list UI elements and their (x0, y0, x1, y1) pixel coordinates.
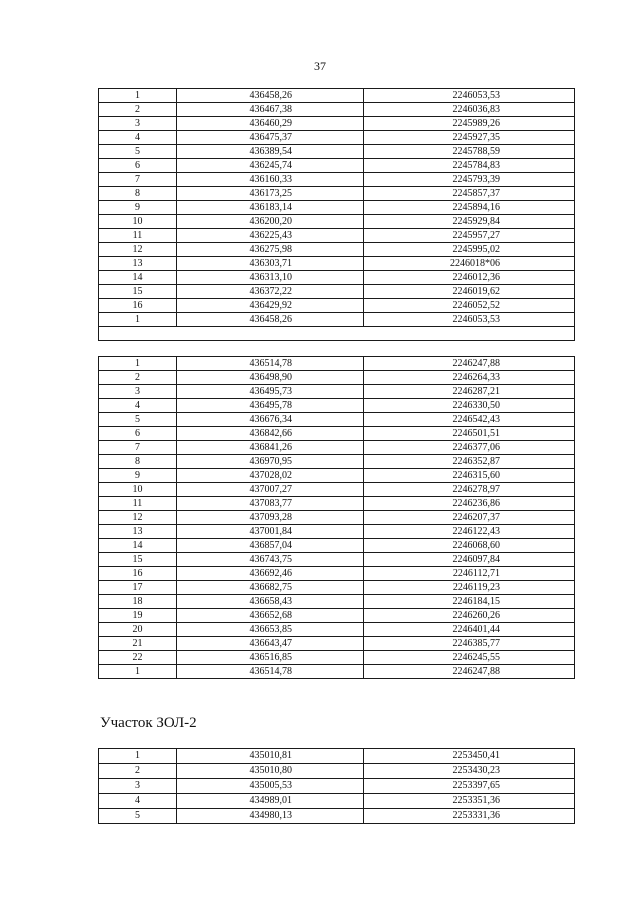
table-row (99, 201, 575, 215)
x-coordinate-cell: 437093,28 (177, 511, 364, 525)
point-number-cell: 1 (99, 89, 177, 103)
section-title: Участок ЗОЛ-2 (100, 715, 197, 731)
table-row (99, 385, 575, 399)
table-row (99, 764, 575, 779)
x-coordinate-cell: 436516,85 (177, 651, 364, 665)
point-number-cell: 22 (99, 651, 177, 665)
x-coordinate-cell: 436842,66 (177, 427, 364, 441)
y-coordinate-cell: 2246053,53 (364, 89, 575, 103)
x-coordinate-cell: 437001,84 (177, 525, 364, 539)
y-coordinate-cell: 2246119,23 (364, 581, 575, 595)
table-row (99, 623, 575, 637)
point-number-cell: 8 (99, 455, 177, 469)
y-coordinate-cell: 2246207,37 (364, 511, 575, 525)
x-coordinate-cell: 436200,20 (177, 215, 364, 229)
table-row (99, 299, 575, 313)
y-coordinate-cell: 2245788,59 (364, 145, 575, 159)
x-coordinate-cell: 436245,74 (177, 159, 364, 173)
point-number-cell: 10 (99, 215, 177, 229)
x-coordinate-cell: 436389,54 (177, 145, 364, 159)
y-coordinate-cell: 2245784,83 (364, 159, 575, 173)
table-row (99, 794, 575, 809)
x-coordinate-cell: 436313,10 (177, 271, 364, 285)
table-row (99, 89, 575, 103)
table-row (99, 117, 575, 131)
x-coordinate-cell: 436652,68 (177, 609, 364, 623)
point-number-cell: 5 (99, 413, 177, 427)
y-coordinate-cell: 2246352,87 (364, 455, 575, 469)
table-row (99, 525, 575, 539)
y-coordinate-cell: 2253351,36 (364, 794, 575, 809)
y-coordinate-cell: 2246245,55 (364, 651, 575, 665)
point-number-cell: 4 (99, 399, 177, 413)
x-coordinate-cell: 437028,02 (177, 469, 364, 483)
x-coordinate-cell: 436372,22 (177, 285, 364, 299)
x-coordinate-cell: 436498,90 (177, 371, 364, 385)
table-row (99, 131, 575, 145)
table-row (99, 595, 575, 609)
table-row (99, 539, 575, 553)
point-number-cell: 17 (99, 581, 177, 595)
point-number-cell: 12 (99, 243, 177, 257)
x-coordinate-cell: 435005,53 (177, 779, 364, 794)
y-coordinate-cell: 2246542,43 (364, 413, 575, 427)
page-number: 37 (314, 59, 326, 73)
table-row (99, 665, 575, 679)
point-number-cell: 19 (99, 609, 177, 623)
table-row (99, 809, 575, 824)
table-row (99, 413, 575, 427)
table-row (99, 553, 575, 567)
point-number-cell: 16 (99, 567, 177, 581)
y-coordinate-cell: 2246278,97 (364, 483, 575, 497)
table-row (99, 749, 575, 764)
x-coordinate-cell: 436467,38 (177, 103, 364, 117)
table-row (99, 357, 575, 371)
y-coordinate-cell: 2246287,21 (364, 385, 575, 399)
point-number-cell: 11 (99, 229, 177, 243)
coordinates-table-2 (98, 356, 575, 679)
y-coordinate-cell: 2246247,88 (364, 357, 575, 371)
y-coordinate-cell: 2253397,65 (364, 779, 575, 794)
y-coordinate-cell: 2246184,15 (364, 595, 575, 609)
x-coordinate-cell: 435010,81 (177, 749, 364, 764)
x-coordinate-cell: 436183,14 (177, 201, 364, 215)
point-number-cell: 16 (99, 299, 177, 313)
table-row (99, 313, 575, 327)
table-row (99, 187, 575, 201)
point-number-cell: 14 (99, 539, 177, 553)
x-coordinate-cell: 436514,78 (177, 357, 364, 371)
point-number-cell: 9 (99, 469, 177, 483)
x-coordinate-cell: 435010,80 (177, 764, 364, 779)
y-coordinate-cell: 2246052,52 (364, 299, 575, 313)
table-row (99, 103, 575, 117)
point-number-cell: 21 (99, 637, 177, 651)
x-coordinate-cell: 436460,29 (177, 117, 364, 131)
y-coordinate-cell: 2246019,62 (364, 285, 575, 299)
point-number-cell: 4 (99, 794, 177, 809)
y-coordinate-cell: 2253430,23 (364, 764, 575, 779)
x-coordinate-cell: 436225,43 (177, 229, 364, 243)
point-number-cell: 5 (99, 809, 177, 824)
point-number-cell: 15 (99, 285, 177, 299)
point-number-cell: 15 (99, 553, 177, 567)
y-coordinate-cell: 2246385,77 (364, 637, 575, 651)
point-number-cell: 8 (99, 187, 177, 201)
table-row (99, 651, 575, 665)
x-coordinate-cell: 437007,27 (177, 483, 364, 497)
separator-row (99, 327, 575, 341)
x-coordinate-cell: 436692,46 (177, 567, 364, 581)
y-coordinate-cell: 2246097,84 (364, 553, 575, 567)
y-coordinate-cell: 2245894,16 (364, 201, 575, 215)
table-row (99, 371, 575, 385)
x-coordinate-cell: 434989,01 (177, 794, 364, 809)
x-coordinate-cell: 436303,71 (177, 257, 364, 271)
point-number-cell: 3 (99, 385, 177, 399)
table-row (99, 271, 575, 285)
table-row (99, 497, 575, 511)
y-coordinate-cell: 2246501,51 (364, 427, 575, 441)
x-coordinate-cell: 436495,78 (177, 399, 364, 413)
y-coordinate-cell: 2246018*06 (364, 257, 575, 271)
x-coordinate-cell: 436643,47 (177, 637, 364, 651)
coordinates-table-1 (98, 88, 575, 341)
point-number-cell: 6 (99, 427, 177, 441)
x-coordinate-cell: 436429,92 (177, 299, 364, 313)
point-number-cell: 1 (99, 665, 177, 679)
x-coordinate-cell: 436160,33 (177, 173, 364, 187)
point-number-cell: 3 (99, 779, 177, 794)
y-coordinate-cell: 2246012,36 (364, 271, 575, 285)
point-number-cell: 7 (99, 441, 177, 455)
point-number-cell: 11 (99, 497, 177, 511)
table-row (99, 257, 575, 271)
point-number-cell: 2 (99, 371, 177, 385)
table-row (99, 243, 575, 257)
x-coordinate-cell: 436458,26 (177, 313, 364, 327)
x-coordinate-cell: 436458,26 (177, 89, 364, 103)
x-coordinate-cell: 436743,75 (177, 553, 364, 567)
table-row (99, 173, 575, 187)
x-coordinate-cell: 436653,85 (177, 623, 364, 637)
point-number-cell: 1 (99, 313, 177, 327)
point-number-cell: 20 (99, 623, 177, 637)
table-row (99, 229, 575, 243)
point-number-cell: 5 (99, 145, 177, 159)
x-coordinate-cell: 436495,73 (177, 385, 364, 399)
table-row (99, 455, 575, 469)
point-number-cell: 2 (99, 103, 177, 117)
y-coordinate-cell: 2253450,41 (364, 749, 575, 764)
x-coordinate-cell: 436676,34 (177, 413, 364, 427)
table-row (99, 285, 575, 299)
point-number-cell: 13 (99, 525, 177, 539)
point-number-cell: 2 (99, 764, 177, 779)
table-row (99, 469, 575, 483)
y-coordinate-cell: 2246236,86 (364, 497, 575, 511)
table-row (99, 145, 575, 159)
table-row (99, 567, 575, 581)
x-coordinate-cell: 436275,98 (177, 243, 364, 257)
y-coordinate-cell: 2246401,44 (364, 623, 575, 637)
table-row (99, 511, 575, 525)
coordinates-table-3 (98, 748, 575, 824)
x-coordinate-cell: 436514,78 (177, 665, 364, 679)
y-coordinate-cell: 2246068,60 (364, 539, 575, 553)
x-coordinate-cell: 436475,37 (177, 131, 364, 145)
x-coordinate-cell: 436970,95 (177, 455, 364, 469)
y-coordinate-cell: 2253331,36 (364, 809, 575, 824)
y-coordinate-cell: 2245857,37 (364, 187, 575, 201)
point-number-cell: 6 (99, 159, 177, 173)
x-coordinate-cell: 434980,13 (177, 809, 364, 824)
y-coordinate-cell: 2246377,06 (364, 441, 575, 455)
table-row (99, 637, 575, 651)
point-number-cell: 1 (99, 357, 177, 371)
y-coordinate-cell: 2246122,43 (364, 525, 575, 539)
y-coordinate-cell: 2245793,39 (364, 173, 575, 187)
y-coordinate-cell: 2245929,84 (364, 215, 575, 229)
y-coordinate-cell: 2245957,27 (364, 229, 575, 243)
point-number-cell: 12 (99, 511, 177, 525)
y-coordinate-cell: 2246260,26 (364, 609, 575, 623)
x-coordinate-cell: 436173,25 (177, 187, 364, 201)
table-row (99, 581, 575, 595)
point-number-cell: 9 (99, 201, 177, 215)
y-coordinate-cell: 2245989,26 (364, 117, 575, 131)
table-row (99, 159, 575, 173)
y-coordinate-cell: 2246315,60 (364, 469, 575, 483)
point-number-cell: 13 (99, 257, 177, 271)
point-number-cell: 10 (99, 483, 177, 497)
y-coordinate-cell: 2246053,53 (364, 313, 575, 327)
point-number-cell: 7 (99, 173, 177, 187)
separator-cell (99, 327, 575, 341)
table-row (99, 779, 575, 794)
point-number-cell: 3 (99, 117, 177, 131)
table-row (99, 215, 575, 229)
x-coordinate-cell: 436682,75 (177, 581, 364, 595)
table-row (99, 427, 575, 441)
y-coordinate-cell: 2245927,35 (364, 131, 575, 145)
point-number-cell: 14 (99, 271, 177, 285)
y-coordinate-cell: 2245995,02 (364, 243, 575, 257)
y-coordinate-cell: 2246036,83 (364, 103, 575, 117)
point-number-cell: 4 (99, 131, 177, 145)
table-row (99, 399, 575, 413)
table-row (99, 609, 575, 623)
x-coordinate-cell: 436841,26 (177, 441, 364, 455)
point-number-cell: 18 (99, 595, 177, 609)
x-coordinate-cell: 437083,77 (177, 497, 364, 511)
table-row (99, 483, 575, 497)
point-number-cell: 1 (99, 749, 177, 764)
x-coordinate-cell: 436857,04 (177, 539, 364, 553)
x-coordinate-cell: 436658,43 (177, 595, 364, 609)
y-coordinate-cell: 2246112,71 (364, 567, 575, 581)
y-coordinate-cell: 2246247,88 (364, 665, 575, 679)
table-row (99, 441, 575, 455)
y-coordinate-cell: 2246264,33 (364, 371, 575, 385)
y-coordinate-cell: 2246330,50 (364, 399, 575, 413)
